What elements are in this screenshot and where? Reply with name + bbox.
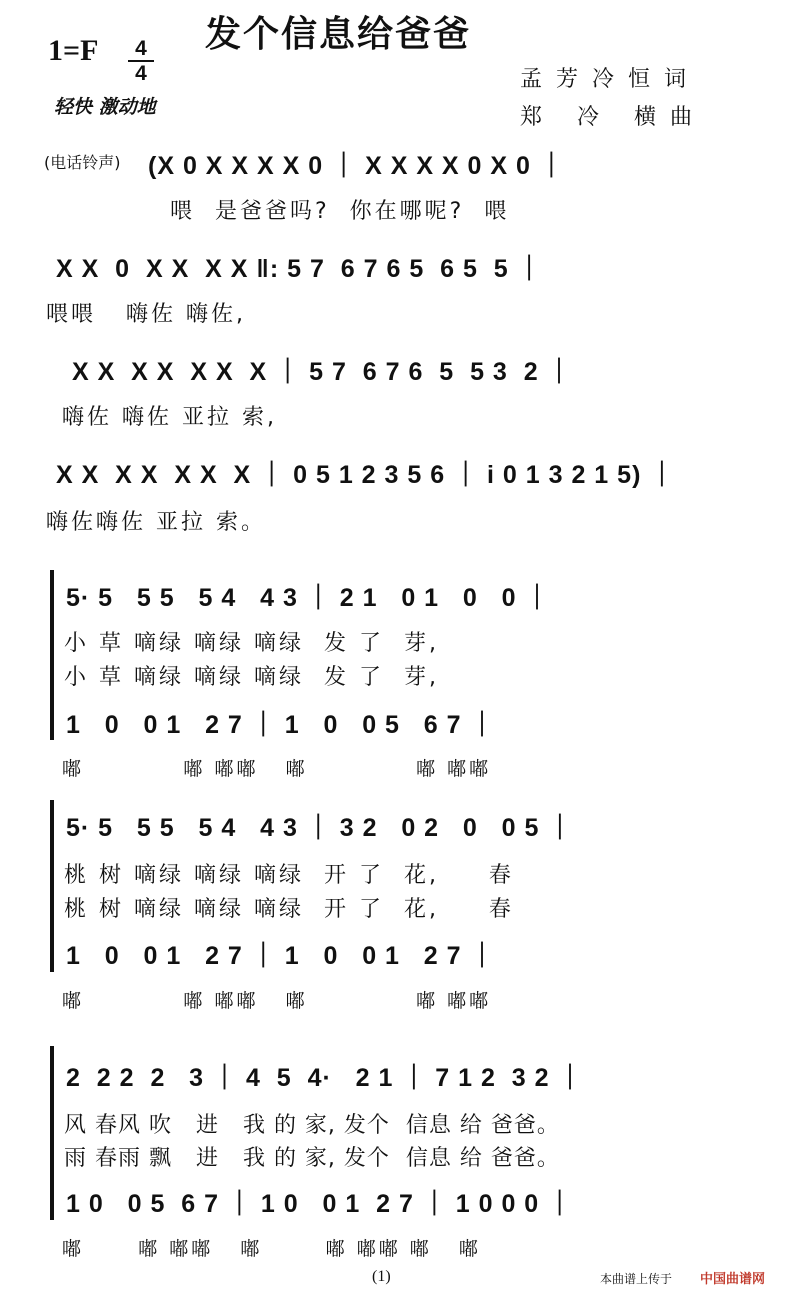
lyric-verse2-line-1: 小 草 嘀绿 嘀绿 嘀绿 发 了 芽, (64, 665, 439, 690)
melody-line-3: 2 2 2 2 3 ｜ 4 5 4· 2 1 ｜ 7 1 2 3 2 ｜ (66, 1064, 584, 1092)
system-brace-3 (50, 1046, 59, 1220)
song-title: 发个信息给爸爸 (205, 14, 472, 55)
lyric-verse1-line-2: 桃 树 嘀绿 嘀绿 嘀绿 开 了 花, 春 (64, 863, 514, 888)
time-signature (128, 38, 154, 84)
tempo-marking: 轻快 激动地 (54, 96, 156, 118)
meter-top: 4 (135, 37, 147, 60)
intro-lyrics-3: 嗨佐 嗨佐 亚拉 索, (62, 405, 277, 430)
intro-notes-2: X X 0 X X X X ‖: 5 7 6 7 6 5 6 5 5 ｜ (56, 255, 543, 283)
intro-notes-3: X X X X X X X ｜ 5 7 6 7 6 5 5 3 2 ｜ (72, 358, 573, 386)
lyricist-credit: 孟芳冷恒词 (520, 67, 701, 92)
intro-lyrics-4: 嗨佐嗨佐 亚拉 索。 (46, 510, 266, 535)
lyric-verse2-line-3: 雨 春雨 飘 进 我 的 家, 发个 信息 给 爸爸。 (64, 1146, 560, 1171)
site-logo[interactable]: 中国曲谱网 (700, 1272, 766, 1287)
key-signature: 1=F (48, 34, 99, 67)
system-brace-1 (50, 570, 59, 740)
intro-notes-1: (X 0 X X X X 0 ｜ X X X X 0 X 0 ｜ (148, 152, 565, 180)
bass-line-2: 1 0 0 1 2 7 ｜ 1 0 0 1 2 7 ｜ (66, 942, 496, 970)
lyric-verse1-line-3: 风 春风 吹 进 我 的 家, 发个 信息 给 爸爸。 (64, 1113, 560, 1138)
intro-notes-4: X X X X X X X ｜ 0 5 1 2 3 5 6 ｜ i 0 1 3 2 1 5) ｜ (56, 461, 676, 489)
composer-credit: 郑 冷 横曲 (520, 105, 706, 130)
upload-note: 本曲谱上传于 (600, 1272, 673, 1286)
meter-bottom: 4 (135, 62, 147, 85)
bass-lyrics-2: 嘟 嘟 嘟嘟 嘟 嘟 嘟嘟 (62, 990, 492, 1012)
page-number: (1) (372, 1268, 391, 1285)
bass-lyrics-1: 嘟 嘟 嘟嘟 嘟 嘟 嘟嘟 (62, 758, 492, 780)
melody-line-2: 5· 5 5 5 5 4 4 3 ｜ 3 2 0 2 0 0 5 ｜ (66, 814, 574, 842)
bass-lyrics-3: 嘟 嘟 嘟嘟 嘟 嘟 嘟嘟 嘟 嘟 (62, 1238, 481, 1260)
lyric-verse2-line-2: 桃 树 嘀绿 嘀绿 嘀绿 开 了 花, 春 (64, 897, 514, 922)
system-brace-2 (50, 800, 59, 972)
intro-lyrics-1: 喂 是爸爸吗? 你在哪呢? 喂 (170, 199, 510, 224)
bass-line-3: 1 0 0 5 6 7 ｜ 1 0 0 1 2 7 ｜ 1 0 0 0 ｜ (66, 1190, 574, 1218)
lyric-verse1-line-1: 小 草 嘀绿 嘀绿 嘀绿 发 了 芽, (64, 631, 439, 656)
bass-line-1: 1 0 0 1 2 7 ｜ 1 0 0 5 6 7 ｜ (66, 711, 496, 739)
ringtone-label: (电话铃声) (44, 153, 121, 172)
melody-line-1: 5· 5 5 5 5 4 4 3 ｜ 2 1 0 1 0 0 ｜ (66, 584, 551, 612)
intro-lyrics-2: 喂喂 嗨佐 嗨佐, (46, 302, 246, 327)
